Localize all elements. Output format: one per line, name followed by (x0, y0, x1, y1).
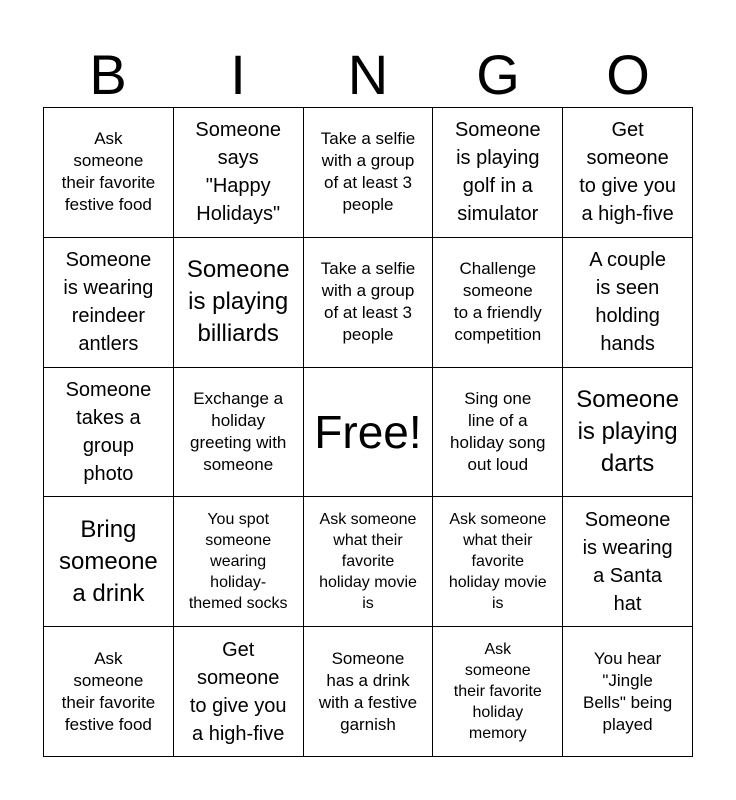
cell-text: Exchange a holiday greeting with someone (190, 388, 287, 474)
bingo-cell-r4c4[interactable] (433, 497, 563, 627)
bingo-cell-r3c4[interactable] (433, 368, 563, 498)
bingo-cell-r5c1[interactable] (44, 627, 174, 757)
bingo-cell-r3c2[interactable] (174, 368, 304, 498)
header-letter-g: G (476, 43, 520, 106)
free-space-text: Free! (314, 405, 422, 458)
cell-text: Someone says "Happy Holidays" (195, 119, 281, 226)
cell-text: Someone is wearing reindeer antlers (63, 249, 154, 356)
cell-text: Get someone to give you a high-five (189, 638, 287, 745)
bingo-cell-r4c3[interactable] (304, 497, 434, 627)
cell-text: Someone takes a group photo (65, 378, 152, 485)
bingo-cell-r2c2[interactable] (174, 238, 304, 368)
cell-text: Challenge someone to a friendly competition (453, 259, 542, 345)
bingo-cell-r2c3[interactable] (304, 238, 434, 368)
cell-text: Ask someone their favorite festive food (61, 129, 156, 215)
bingo-cell-r3c1[interactable] (44, 368, 174, 498)
bingo-cell-r1c4[interactable] (433, 108, 563, 238)
bingo-cell-r5c3[interactable] (304, 627, 434, 757)
bingo-cell-r4c2[interactable] (174, 497, 304, 627)
cell-text: Ask someone what their favorite holiday movie is (448, 511, 547, 613)
cell-text: Ask someone their favorite festive food (61, 648, 156, 734)
bingo-cell-r3c5[interactable] (563, 368, 693, 498)
header-letter-b: B (89, 43, 127, 106)
bingo-cell-r4c5[interactable] (563, 497, 693, 627)
bingo-cell-r1c3[interactable] (304, 108, 434, 238)
header-letter-o: O (606, 43, 650, 106)
bingo-cell-r5c5[interactable] (563, 627, 693, 757)
cell-text: A couple is seen holding hands (589, 249, 666, 356)
cell-text: Ask someone what their favorite holiday movie is (319, 511, 417, 613)
header-letter-i: I (230, 43, 246, 106)
bingo-cell-r2c1[interactable] (44, 238, 174, 368)
cell-text: Someone is playing billiards (186, 256, 290, 348)
cell-text: Get someone to give you a high-five (579, 119, 676, 226)
bingo-cell-r1c1[interactable] (44, 108, 174, 238)
cell-text: Bring someone a drink (59, 515, 158, 607)
bingo-cell-r2c5[interactable] (563, 238, 693, 368)
bingo-cell-r1c2[interactable] (174, 108, 304, 238)
cell-text: Someone has a drink with a festive garnish (318, 648, 418, 734)
bingo-cell-r4c1[interactable] (44, 497, 174, 627)
bingo-cell-r2c4[interactable] (433, 238, 563, 368)
cell-text: Someone is playing golf in a simulator (454, 119, 541, 226)
bingo-cell-free[interactable] (304, 368, 434, 498)
cell-text: Sing one line of a holiday song out loud (450, 388, 546, 474)
bingo-cell-r5c2[interactable] (174, 627, 304, 757)
bingo-board (43, 107, 693, 757)
cell-text: Someone is playing darts (576, 385, 679, 477)
cell-text: You spot someone wearing holiday- themed socks (188, 511, 288, 613)
cell-text: Take a selfie with a group of at least 3 people (320, 259, 416, 345)
header-letter-n: N (347, 43, 389, 106)
cell-text: Ask someone their favorite holiday memory (453, 641, 542, 743)
cell-text: Someone is wearing a Santa hat (582, 508, 673, 615)
cell-text: Take a selfie with a group of at least 3 people (320, 129, 416, 215)
bingo-header (43, 44, 693, 106)
bingo-cell-r1c5[interactable] (563, 108, 693, 238)
cell-text: You hear "Jingle Bells" being played (582, 648, 673, 734)
bingo-cell-r5c4[interactable] (433, 627, 563, 757)
